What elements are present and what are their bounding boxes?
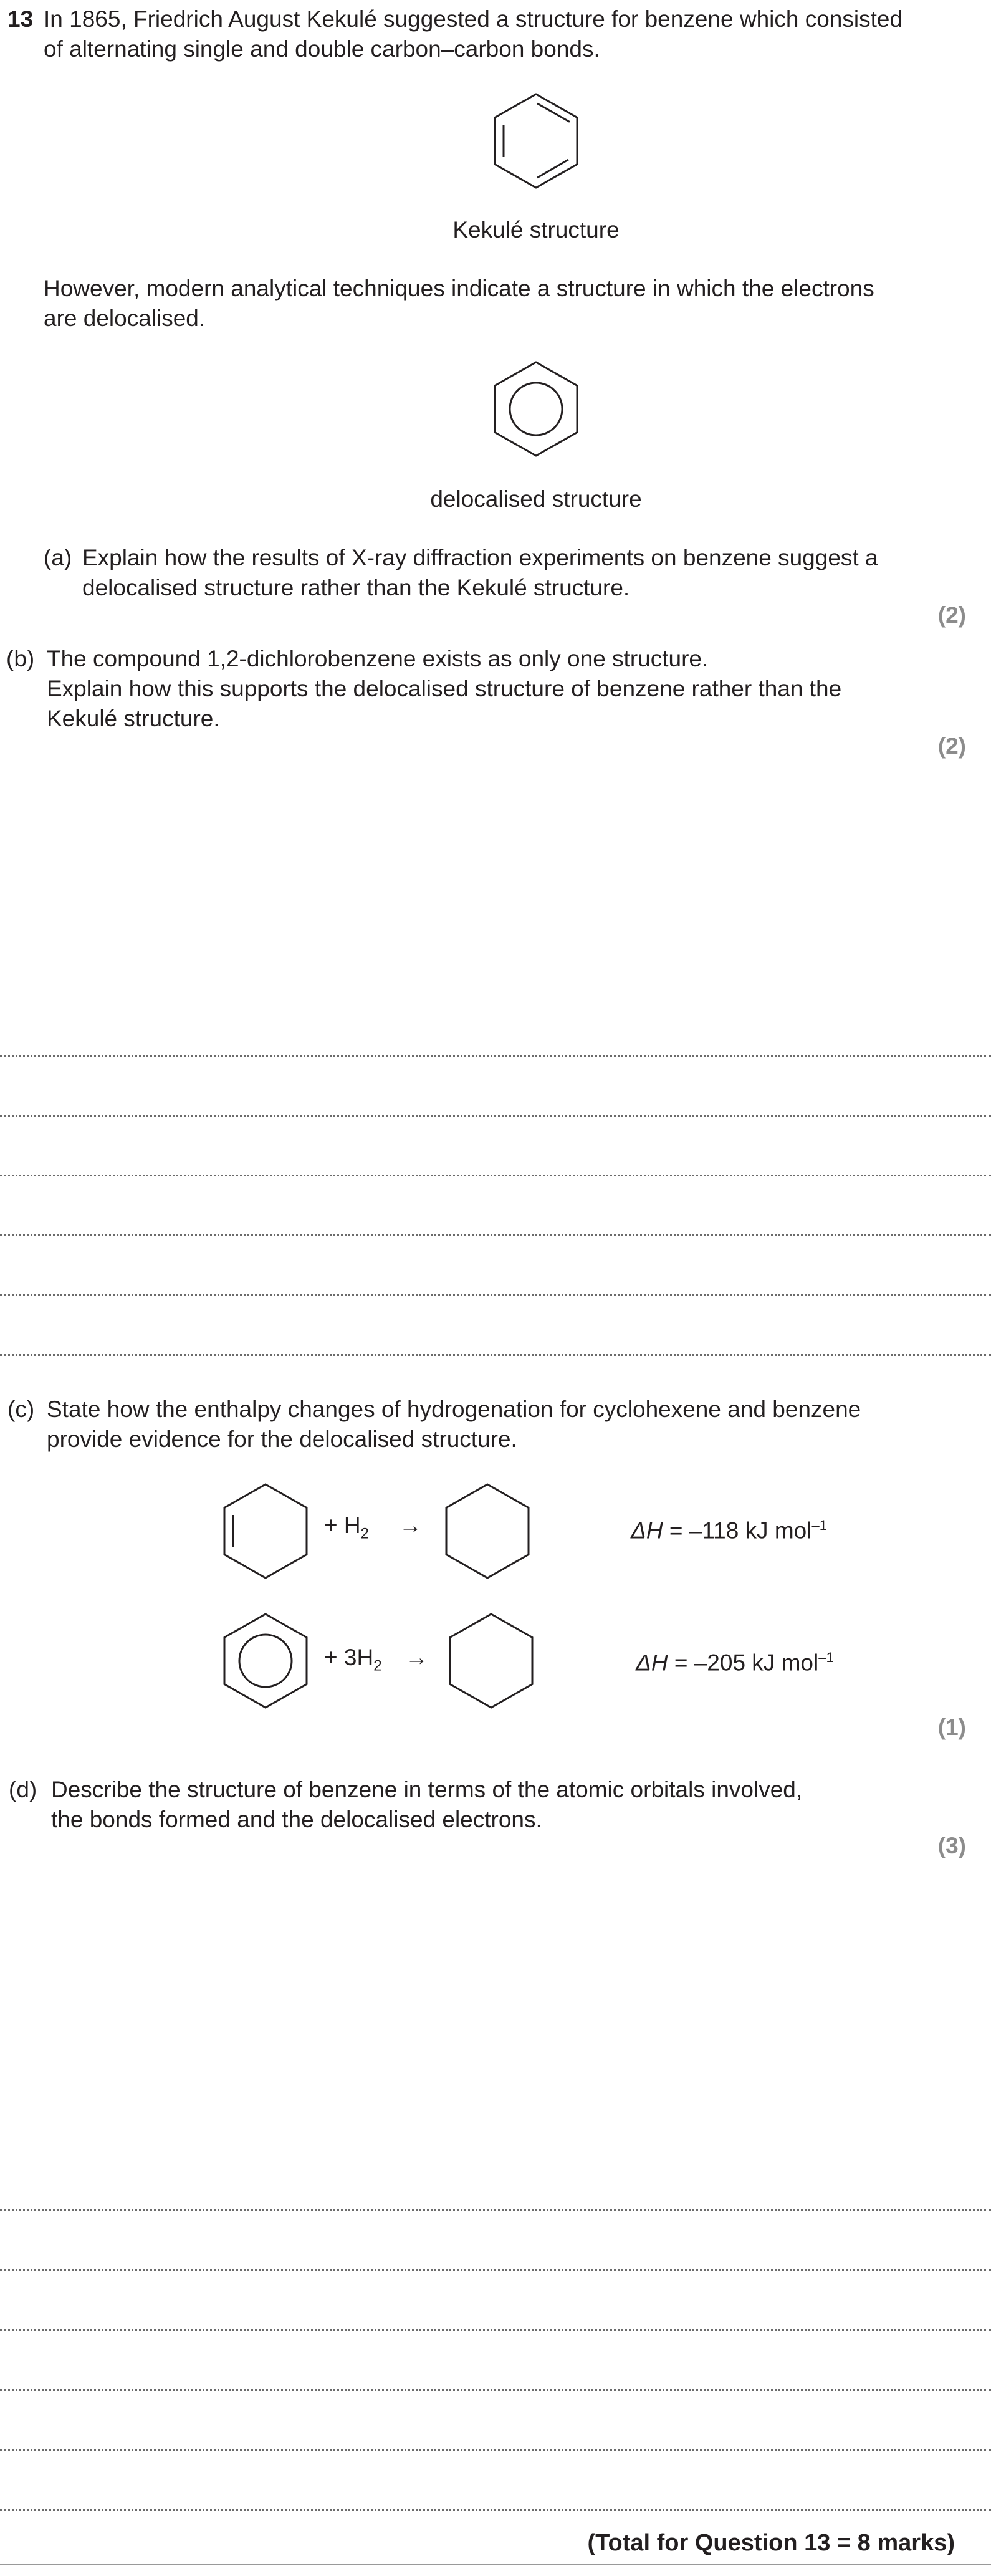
eq2-reagent: + $3H_2$ — [324, 1645, 382, 1675]
answer-line[interactable] — [0, 2269, 991, 2271]
intro-line-2: of alternating single and double carbon–carbon bonds. — [44, 36, 600, 62]
answer-line[interactable] — [0, 1055, 991, 1057]
part-d-line-2: the bonds formed and the delocalised electrons. — [51, 1807, 542, 1832]
part-d-marks: (3) — [937, 1833, 966, 1858]
answer-line[interactable] — [0, 1354, 991, 1356]
part-a-marks: (2) — [937, 602, 966, 628]
answer-line[interactable] — [0, 2329, 991, 2331]
part-d-label: (d) — [9, 1777, 37, 1802]
modern-line-2: are delocalised. — [44, 305, 206, 331]
cyclohexane-product — [448, 1612, 535, 1709]
part-c-label: (c) — [7, 1396, 35, 1422]
question-number: 13 — [7, 6, 34, 32]
eq1-arrow: → — [399, 1512, 422, 1538]
answer-line[interactable] — [0, 2389, 991, 2391]
eq1-enthalpy: ΔH = –118 kJ mol$^{-1}$ — [631, 1517, 827, 1544]
delocalised-caption: delocalised structure — [430, 486, 642, 512]
eq2-enthalpy: ΔH = –205 kJ mol$^{-1}$ — [636, 1650, 834, 1676]
answer-line[interactable] — [0, 2509, 991, 2511]
part-c-marks: (1) — [937, 1714, 966, 1740]
eq2-arrow: → — [405, 1645, 428, 1670]
delocalised-benzene-structure — [492, 360, 580, 458]
cyclohexene-structure — [222, 1483, 309, 1580]
part-c-line-2: provide evidence for the delocalised structure. — [47, 1426, 517, 1452]
part-a-line-1: Explain how the results of X-ray diffraction experiments on benzene suggest a — [82, 545, 878, 570]
answer-line[interactable] — [0, 2209, 991, 2211]
kekule-benzene-structure — [492, 92, 580, 190]
part-b-line-3: Kekulé structure. — [47, 706, 220, 731]
part-b-marks: (2) — [937, 733, 966, 759]
part-d-line-1: Describe the structure of benzene in terms of the atomic orbitals involved, — [51, 1777, 803, 1802]
answer-line[interactable] — [0, 1234, 991, 1236]
intro-line-1: In 1865, Friedrich August Kekulé suggested a structure for benzene which consisted — [44, 6, 903, 32]
part-a-label: (a) — [44, 545, 72, 570]
question-total: (Total for Question 13 = 8 marks) — [587, 2530, 955, 2556]
answer-line[interactable] — [0, 2449, 991, 2451]
part-b-label: (b) — [6, 646, 35, 671]
part-a-line-2: delocalised structure rather than the Kekulé structure. — [82, 575, 630, 600]
part-b-line-1: The compound 1,2-dichlorobenzene exists as only one structure. — [47, 646, 709, 671]
modern-line-1: However, modern analytical techniques indicate a structure in which the electrons — [44, 276, 874, 301]
part-c-line-1: State how the enthalpy changes of hydrogenation for cyclohexene and benzene — [47, 1396, 861, 1422]
kekule-caption: Kekulé structure — [452, 217, 620, 243]
answer-line[interactable] — [0, 1115, 991, 1117]
answer-line[interactable] — [0, 1175, 991, 1176]
cyclohexane-structure — [444, 1483, 531, 1580]
part-b-line-2: Explain how this supports the delocalised structure of benzene rather than the — [47, 676, 842, 701]
eq1-reagent: + $H_2$ — [324, 1512, 369, 1542]
answer-line[interactable] — [0, 1294, 991, 1296]
bottom-rule — [0, 2564, 991, 2565]
benzene-delocalised-reactant — [222, 1612, 309, 1709]
